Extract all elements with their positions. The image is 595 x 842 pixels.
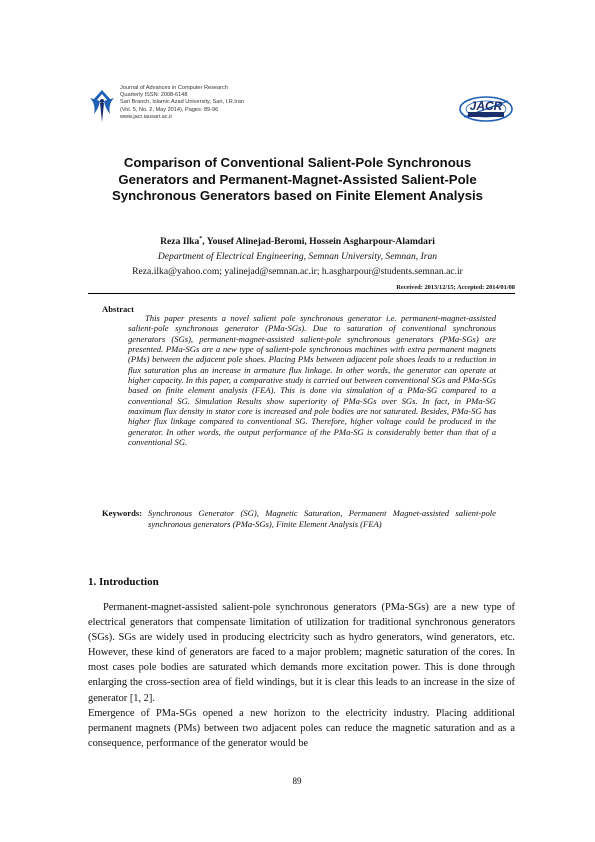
author-first: Reza Ilka	[160, 236, 200, 248]
journal-line: Sari Branch, Islamic Azad University, Sari, I.R.Iran	[120, 99, 244, 106]
corresponding-mark: *	[199, 236, 203, 242]
header-divider	[88, 293, 515, 294]
keywords	[102, 508, 496, 529]
introduction-body	[88, 600, 515, 751]
received-accepted-dates: Received: 2013/12/15; Accepted: 2014/01/08	[396, 284, 515, 291]
journal-info	[120, 85, 320, 121]
journal-line: Quarterly ISSN: 2008-6148	[120, 92, 188, 99]
page-number: 89	[292, 776, 302, 786]
paragraph: Permanent-magnet-assisted salient-pole synchronous generators (PMa-SGs) are a new type of electrical generators that compensate limitation of utilization for traditional synchronous generators (SGs). SGs are widely used in producing electricity such as hydro generators, wind generators, etc. However, these kind of generators are faced to a major problem; magnetic saturation of the cores. In most cases pole bodies are saturated which demands more excitation power. This is done through enlarging the cross-section area of field windings, but it is clear this leads to an increase in the size of generator [1, 2].	[88, 602, 515, 704]
keywords-text: Synchronous Generator (SG), Magnetic Saturation, Permanent Magnet-assisted salient-pole synchronous generators (PMa-SGs), Finite Element Analysis (FEA)	[148, 508, 496, 529]
section-heading: 1. Introduction	[88, 576, 159, 588]
journal-line: (Vol. 5, No. 2, May 2014), Pages: 89-96	[120, 106, 219, 113]
university-emblem-icon	[88, 88, 116, 124]
journal-line: Journal of Advances in Computer Research	[120, 85, 228, 91]
authors	[90, 236, 505, 247]
jacr-logo-text: JACR	[469, 99, 503, 113]
author-rest: , Yousef Alinejad-Beromi, Hossein Asgharpour-Alamdari	[202, 236, 435, 248]
keywords-label: Keywords:	[102, 508, 143, 518]
abstract-label: Abstract	[102, 304, 134, 314]
abstract-text: This paper presents a novel salient pole synchronous generator i.e. permanent-magnet-assisted salient-pole synchronous generator (PMa-SGs). Due to saturation of conventional synchronous generators (SGs), permanent-magnet-assisted salient-pole synchronous generators (PMa-SGs) are presented. PMa-SGs are a new type of salient-pole synchronous machines with extra permanent magnets (PMs) between the adjacent pole shoes. Placing PMs between adjacent pole shoes leads to a reduction in flux saturation plus an increase in armature flux linkage. In other words, the generator can operate at higher capacity. In this paper, a comparative study is carried out between conventional SGs and PMa-SGs based on finite element analysis (FEA). This is done via simulation of a PMa-SG compared to a conventional SG. Simulation Results show superiority of PMa-SGs over SGs. In fact, in PMa-SG maximum flux density in stator core is increased and pole bodies are not saturated. Besides, PMa-SG has higher flux linkage compared to conventional SG. Therefore, higher voltage could be produced in the generator. In other words, the output performance of the PMa-SG is considerably better than that of a conventional SG.	[128, 313, 496, 448]
paper-title: Comparison of Conventional Salient-Pole Synchronous Generators and Permanent-Magnet-Assisted Salient-Pole Synchronous Generators based on Finite Element Analysis	[111, 155, 484, 203]
author-emails: Reza.ilka@yahoo.com; yalinejad@semnan.ac.ir; h.asgharpour@students.semnan.ac.ir	[132, 266, 463, 277]
paragraph: Emergence of PMa-SGs opened a new horizon to the electricity industry. Placing additional permanent magnets (PMs) between two adjacent poles can reduce the magnetic saturation and as a consequence, performance of the generator would be	[88, 707, 515, 749]
affiliation: Department of Electrical Engineering, Semnan University, Semnan, Iran	[157, 251, 438, 262]
jacr-logo-icon	[458, 95, 514, 123]
journal-line: www.jacr.iausari.ac.ir	[120, 113, 173, 120]
